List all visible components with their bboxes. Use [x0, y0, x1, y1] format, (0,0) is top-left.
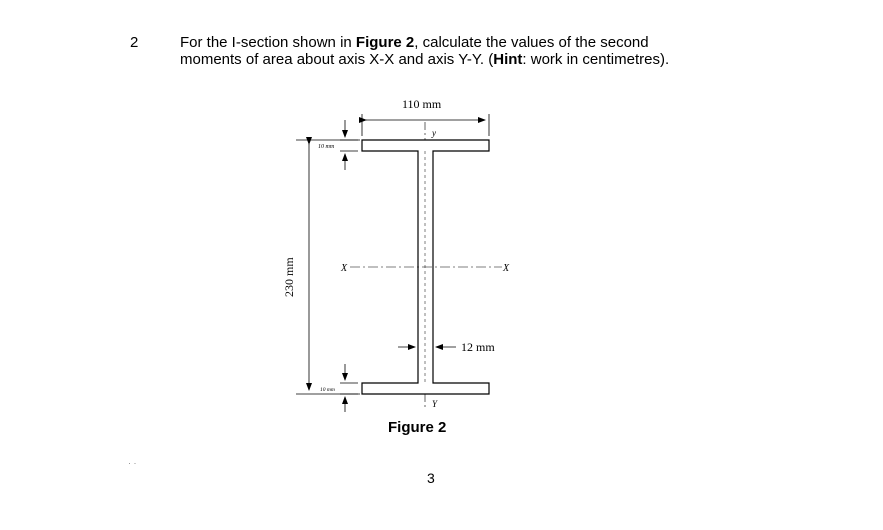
- axis-x-right-label: X: [503, 263, 510, 274]
- figure-caption: Figure 2: [388, 419, 447, 436]
- axis-x-left-label: X: [341, 263, 348, 274]
- page-number: 3: [427, 470, 435, 486]
- top-flange-dimension: [340, 120, 358, 170]
- width-label: 110 mm: [402, 97, 442, 111]
- width-dimension: [362, 114, 489, 136]
- web-label: 12 mm: [461, 340, 495, 354]
- bottom-flange-label: 10 mm: [320, 387, 335, 393]
- axis-y-top-label: y: [432, 128, 436, 138]
- stray-marks: · ·: [128, 458, 137, 468]
- question-number: 2: [130, 34, 139, 51]
- question-line-2: moments of area about axis X-X and axis Y-Y. (Hint: work in centimetres).: [180, 51, 670, 68]
- top-flange-label: 10 mm: [318, 144, 335, 150]
- axis-y-bottom-label: Y: [432, 399, 438, 409]
- bottom-flange-dimension: [340, 364, 358, 412]
- height-label: 230 mm: [282, 257, 296, 297]
- question-line-1: For the I-section shown in Figure 2, calculate the values of the second: [180, 34, 649, 51]
